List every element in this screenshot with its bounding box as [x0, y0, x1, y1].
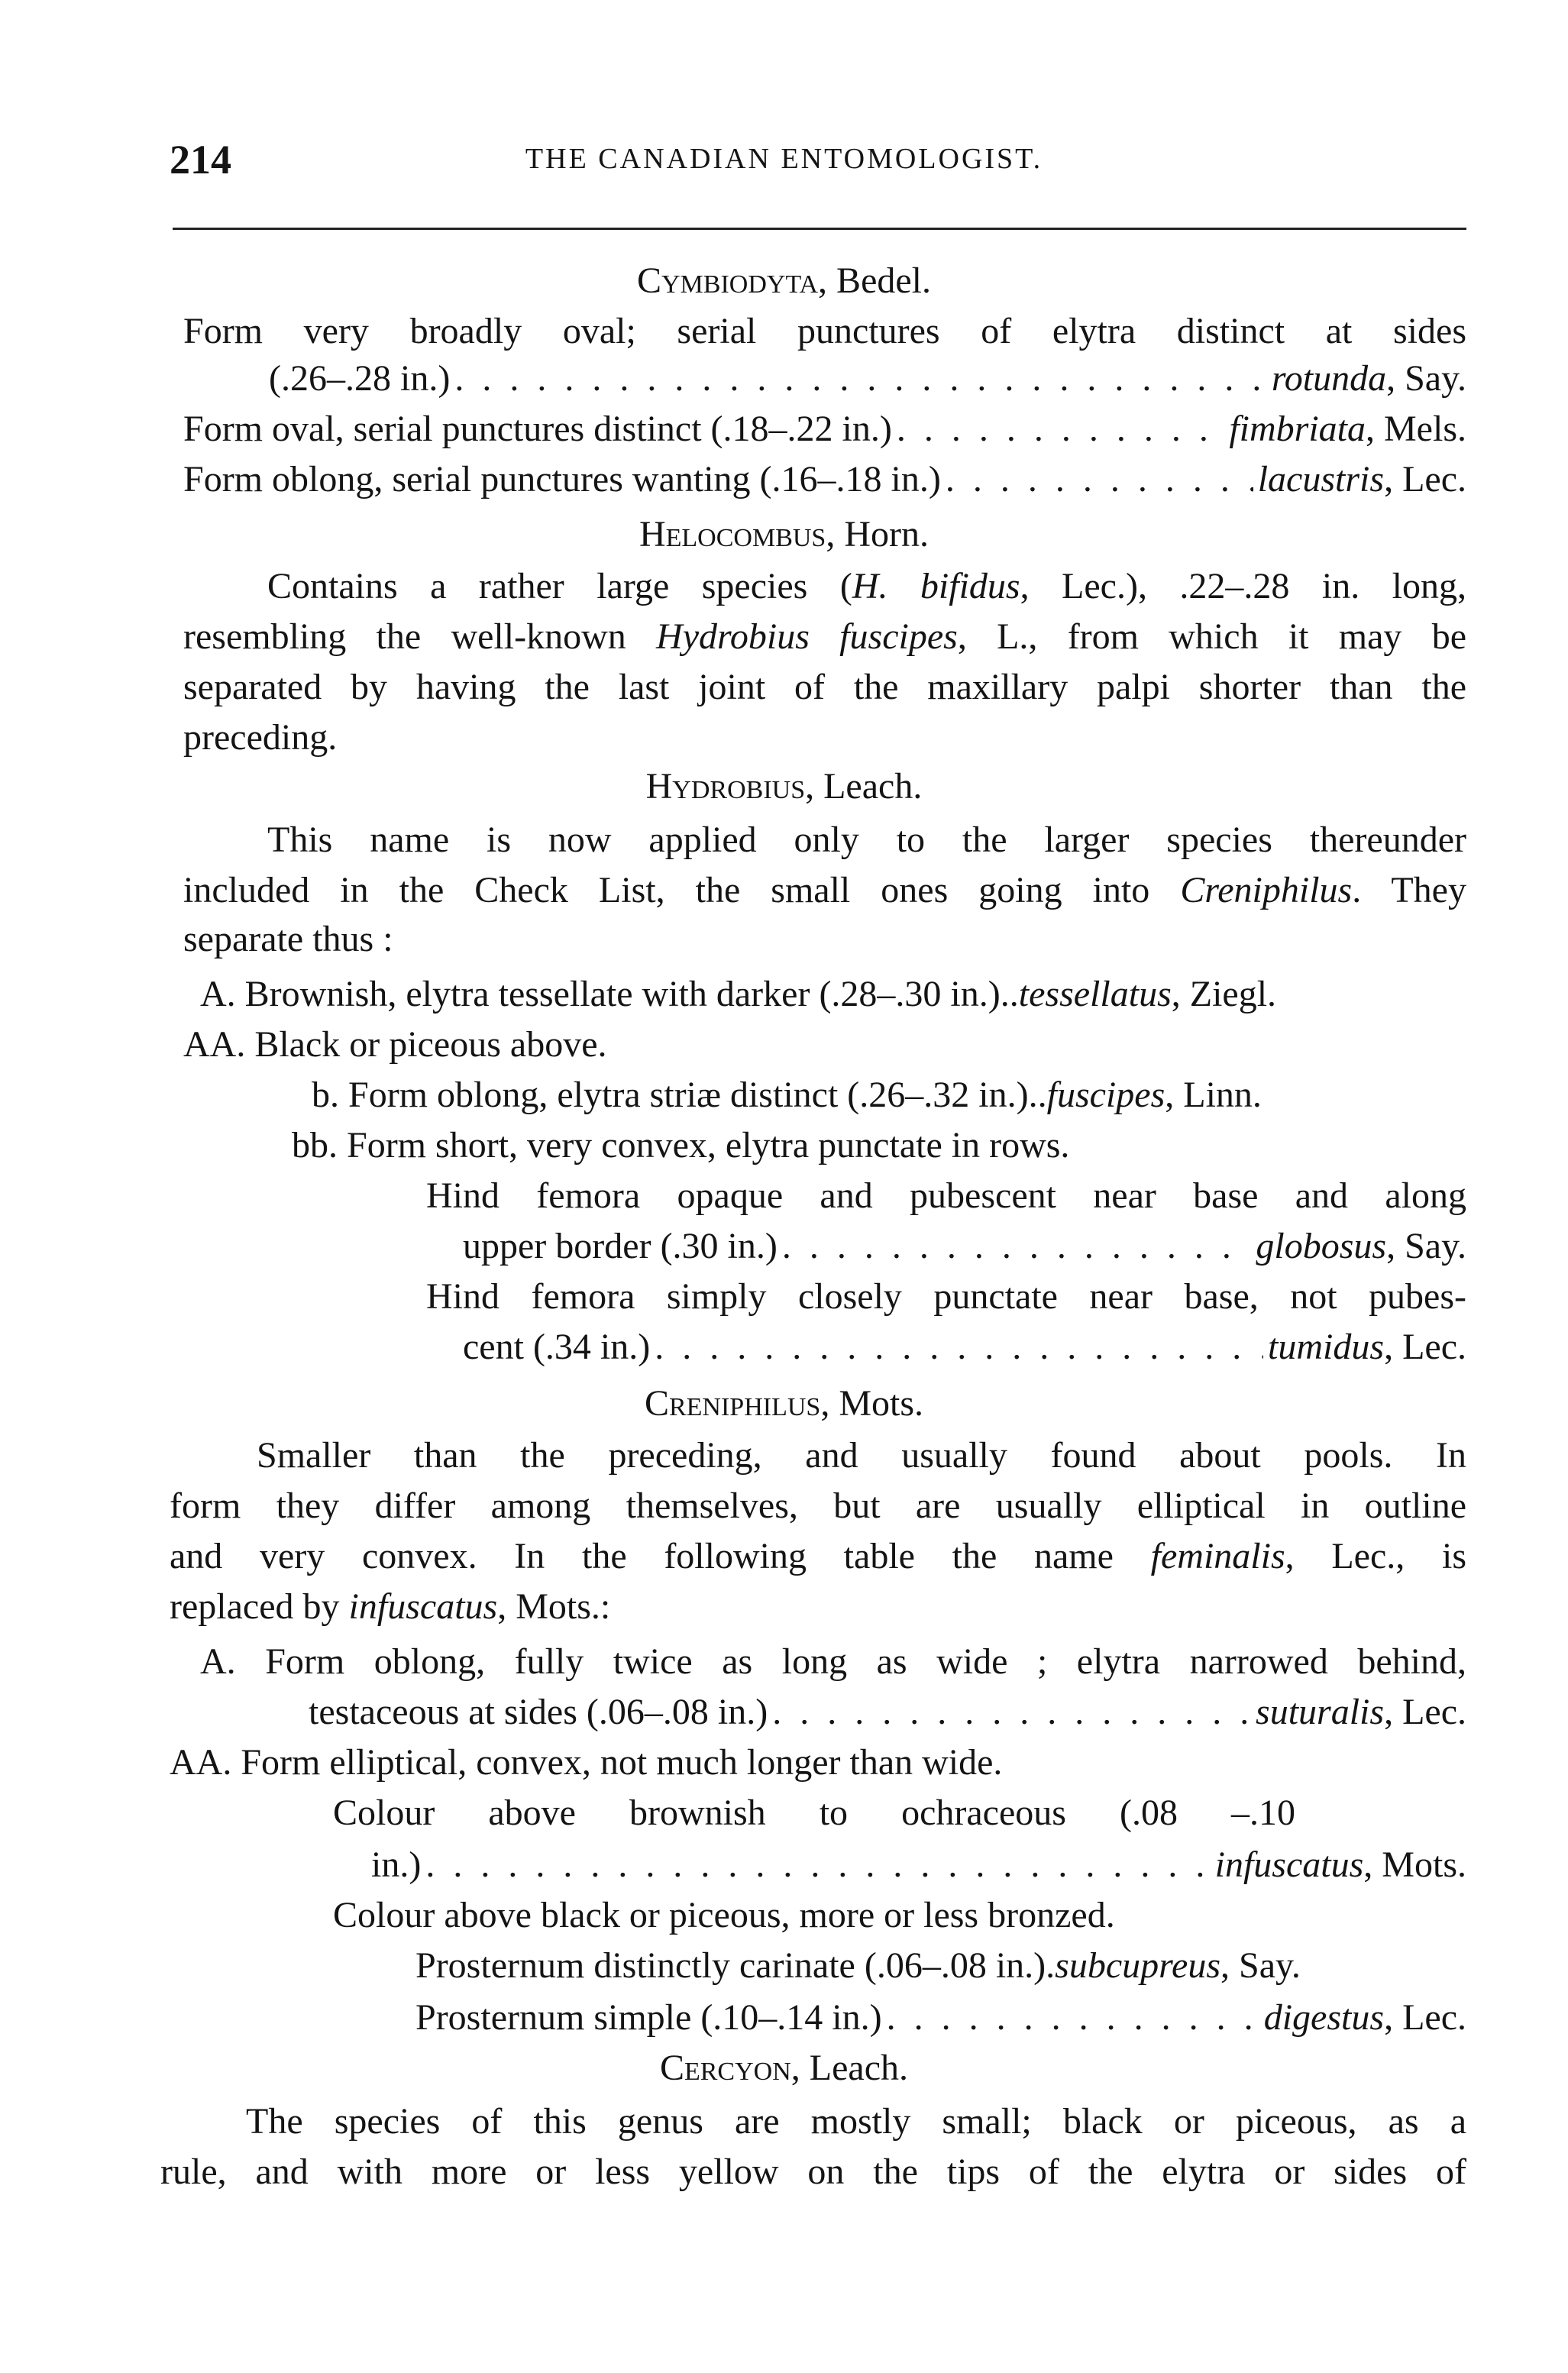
genus-heading-helocombus [0, 510, 1568, 559]
genus-name: Cymbiodyta [636, 260, 819, 301]
leader-dots [454, 354, 1267, 403]
species-author: , Lec. [1384, 1327, 1466, 1367]
leader-dots [772, 1688, 1251, 1737]
key-line [415, 1941, 1466, 1990]
page-header [0, 136, 1568, 182]
key-line: AA. Form elliptical, convex, not much longer than wide. [170, 1742, 1003, 1783]
key-line: AA. Black or piceous above. [183, 1024, 607, 1065]
genus-author: , Leach. [805, 766, 923, 807]
key-text: Form oval, serial punctures distinct (.18–.22 in.) [183, 409, 892, 449]
species-name: tessellatus [1018, 974, 1172, 1014]
header-rule [173, 228, 1466, 230]
species-author: , Lec. [1384, 1997, 1466, 2038]
key-line [463, 1323, 1466, 1372]
running-head: THE CANADIAN ENTOMOLOGIST. [525, 143, 1043, 175]
key-text: upper border (.30 in.) [463, 1226, 778, 1266]
species-author: , Ziegl. [1171, 974, 1277, 1014]
key-line [309, 1688, 1466, 1737]
species-author: , Lec. [1384, 1692, 1466, 1732]
key-line [200, 970, 1466, 1019]
species-author: , Say. [1386, 358, 1466, 399]
key-line: bb. Form short, very convex, elytra punctate in rows. [292, 1125, 1070, 1165]
text-line: separated by having the last joint of the maxillary palpi shorter than the [183, 667, 1466, 707]
species-name: fimbriata [1229, 409, 1366, 449]
species-name: suturalis [1256, 1692, 1385, 1732]
key-line: Colour above brownish to ochraceous (.08 –.10 [333, 1793, 1295, 1833]
leader-dots [655, 1323, 1263, 1372]
key-line [183, 455, 1466, 504]
genus-name: Creniphilus [644, 1383, 821, 1424]
species-name: tumidus [1268, 1327, 1385, 1367]
text-line [267, 562, 1466, 611]
text: replaced by [170, 1586, 349, 1627]
key-line [415, 1993, 1466, 2042]
text: , L., from which it may be [957, 616, 1466, 657]
key-line: Hind femora simply closely punctate near base, not pubes- [426, 1276, 1466, 1317]
species-name: digestus [1263, 1997, 1385, 2038]
key-text: Prosternum simple (.10–.14 in.) [415, 1997, 882, 2038]
genus-heading-cercyon [0, 2044, 1568, 2093]
page-number: 214 [170, 137, 231, 183]
species-name: rotunda [1271, 358, 1387, 399]
text: Contains a rather large species ( [267, 566, 852, 606]
species-name: feminalis [1150, 1536, 1285, 1576]
species-name: infuscatus [1214, 1844, 1364, 1885]
species-name: Hydrobius fuscipes [656, 616, 958, 657]
genus-heading-creniphilus [0, 1379, 1568, 1428]
leader-dots [946, 455, 1253, 504]
text-line: The species of this genus are mostly small; black or piceous, as a [246, 2101, 1466, 2142]
species-author: , Say. [1386, 1226, 1466, 1266]
key-line [463, 1222, 1466, 1271]
genus-author: , Horn. [826, 514, 929, 554]
text: . They [1352, 870, 1466, 910]
text: resembling the well-known [183, 616, 657, 657]
species-author: , Linn. [1165, 1075, 1262, 1115]
leader-dots [887, 1993, 1259, 2042]
genus-heading-hydrobius [0, 762, 1568, 811]
species-name: H. bifidus [852, 566, 1020, 606]
species-name: infuscatus [348, 1586, 498, 1627]
genus-author: , Mots. [820, 1383, 924, 1424]
text: included in the Check List, the small ones going into [183, 870, 1181, 910]
text-line: preceding. [183, 717, 338, 758]
species-name: lacustris [1257, 459, 1385, 499]
key-text: Prosternum distinctly carinate (.06–.08 in.). [415, 1945, 1056, 1986]
species-author: , Mels. [1366, 409, 1466, 449]
genus-name: Helocombus [639, 514, 826, 554]
text: , Lec.), .22–.28 in. long, [1020, 566, 1466, 606]
species-author: , Mots. [1363, 1844, 1466, 1885]
key-text: testaceous at sides (.06–.08 in.) [309, 1692, 768, 1732]
genus-italic: Creniphilus [1180, 870, 1353, 910]
text-line [183, 866, 1466, 915]
leader-dots [425, 1841, 1210, 1890]
genus-heading-cymbiodyta [0, 257, 1568, 306]
species-name: fuscipes [1046, 1075, 1165, 1115]
text: , Mots.: [497, 1586, 611, 1627]
text-line: This name is now applied only to the larger species thereunder [267, 820, 1466, 860]
key-line: Colour above black or piceous, more or less bronzed. [333, 1895, 1115, 1935]
text-line: form they differ among themselves, but are usually elliptical in outline [170, 1486, 1466, 1526]
species-author: , Lec. [1384, 459, 1466, 499]
species-author: , Say. [1220, 1945, 1301, 1986]
key-line [371, 1841, 1466, 1890]
key-text: Form oblong, serial punctures wanting (.16–.18 in.) [183, 459, 941, 499]
key-line [269, 354, 1466, 403]
species-name: globosus [1256, 1226, 1387, 1266]
key-line: A. Form oblong, fully twice as long as wide ; elytra narrowed behind, [200, 1641, 1466, 1682]
text-line: separate thus : [183, 919, 393, 959]
key-line: Hind femora opaque and pubescent near base and along [426, 1175, 1466, 1216]
leader-dots [897, 405, 1224, 454]
key-text: (.26–.28 in.) [269, 358, 451, 399]
key-text: A. Brownish, elytra tessellate with darker (.28–.30 in.).. [200, 974, 1019, 1014]
text-line: rule, and with more or less yellow on the tips of the elytra or sides of [160, 2152, 1466, 2192]
genus-name: Cercyon [659, 2048, 791, 2088]
text-line [170, 1583, 610, 1631]
key-text: in.) [371, 1844, 422, 1885]
species-name: subcupreus [1055, 1945, 1221, 1986]
key-line [183, 405, 1466, 454]
leader-dots [782, 1222, 1252, 1271]
key-text: cent (.34 in.) [463, 1327, 651, 1367]
text: and very convex. In the following table the name [170, 1536, 1151, 1576]
key-text: b. Form oblong, elytra striæ distinct (.26–.32 in.).. [312, 1075, 1047, 1115]
text: , Lec., is [1285, 1536, 1466, 1576]
key-line [312, 1071, 1466, 1120]
genus-author: , Leach. [790, 2048, 909, 2088]
text-line [170, 1532, 1466, 1581]
text-line: Form very broadly oval; serial punctures of elytra distinct at sides [183, 311, 1466, 351]
genus-author: , Bedel. [818, 260, 932, 301]
text-line: Smaller than the preceding, and usually found about pools. In [257, 1435, 1466, 1476]
genus-name: Hydrobius [645, 766, 806, 807]
text-line [183, 613, 1466, 661]
